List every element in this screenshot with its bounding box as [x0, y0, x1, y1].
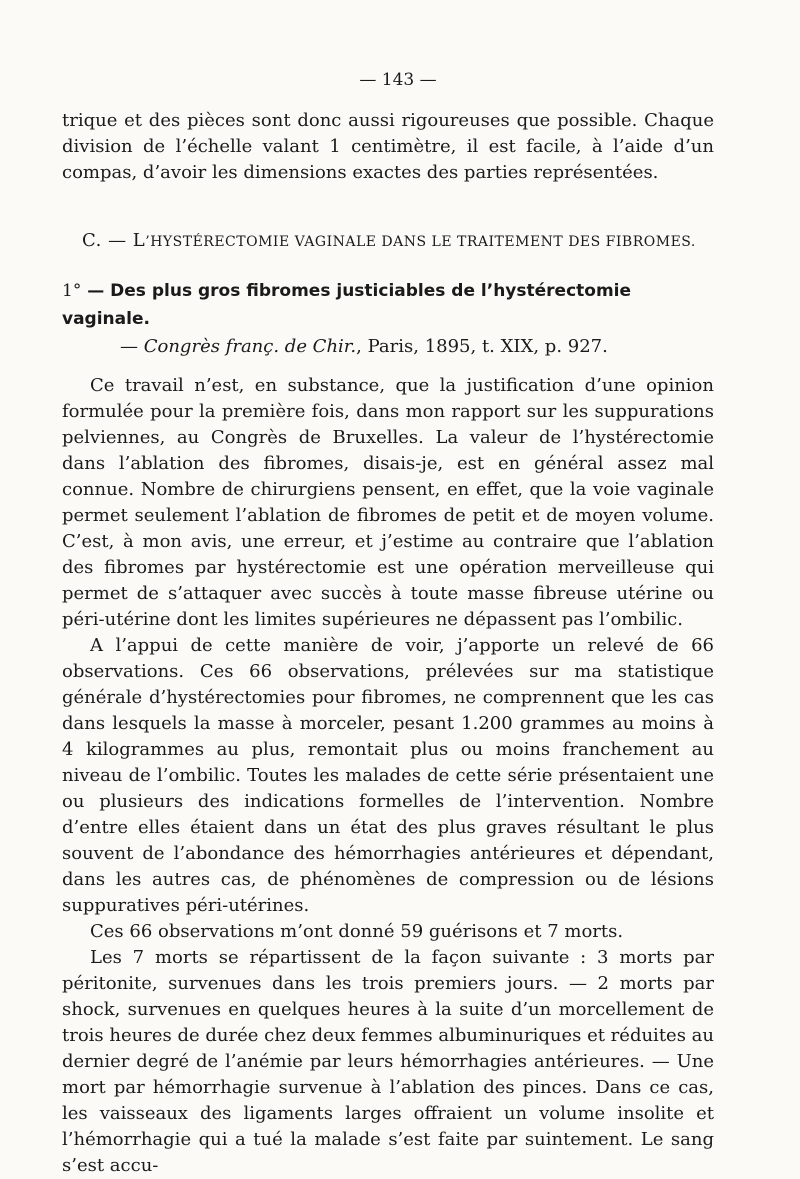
section-title-initial: L — [132, 230, 146, 251]
section-title: ’HYSTÉRECTOMIE VAGINALE DANS LE TRAITEMENT DES FIBROMES. — [145, 234, 696, 250]
section-letter: C. — — [82, 230, 133, 251]
subsection-heading — [62, 277, 714, 333]
section-heading — [62, 228, 714, 255]
citation-journal: Congrès franç. de Chir. — [143, 336, 357, 357]
citation-dash: — — [120, 336, 144, 357]
opening-paragraph: trique et des pièces sont donc aussi rigoureuses que possible. Chaque division de l’échelle valant 1 centimètre, il est facile, à l’aide d’un compas, d’avoir les dimensions exactes des parties représentées. — [62, 110, 714, 183]
page-number: — 143 — — [359, 70, 437, 90]
citation — [62, 333, 714, 361]
body-paragraph: Les 7 morts se répartissent de la façon suivante : 3 morts par péritonite, survenues dans les trois premiers jours. — 2 morts par shock, survenues en quelques heures à la suite d’un morcellement de trois heures de durée chez deux femmes albuminuriques et réduites au dernier degré de l’anémie par leurs hémorrhagies antérieures. — Une mort par hémorrhagie survenue à l’ablation des pinces. Dans ce cas, les vaisseaux des ligaments larges offraient un volume insolite et l’hémorrhagie qui a tué la malade s’est faite par suintement. Le sang s’est accu- — [62, 947, 714, 1176]
subsection-title: — Des plus gros fibromes justiciables de l’hystérectomie vaginale. — [62, 281, 632, 329]
subsection-number: 1° — [62, 281, 82, 301]
body-paragraph: Ce travail n’est, en substance, que la justification d’une opinion formulée pour la première fois, dans mon rapport sur les suppurations pelviennes, au Congrès de Bruxelles. La valeur de l’hystérectomie dans l’ablation des fibromes, disais-je, est en général assez mal connue. Nombre de chirurgiens pensent, en effet, que la voie vaginale permet seulement l’ablation de fibromes de petit et de moyen volume. C’est, à mon avis, une erreur, et j’estime au contraire que l’ablation des fibromes par hystérectomie est une opération merveilleuse qui permet de s’attaquer avec succès à toute masse fibreuse utérine ou péri-utérine dont les limites supérieures ne dépassent pas l’ombilic. — [62, 375, 714, 630]
body-paragraph: A l’appui de cette manière de voir, j’apporte un relevé de 66 observations. Ces 66 observations, prélevées sur ma statistique générale d’hystérectomies pour fibromes, ne comprennent que les cas dans lesquels la masse à morceler, pesant 1.200 grammes au moins à 4 kilogrammes au plus, remontait plus ou moins franchement au niveau de l’ombilic. Toutes les malades de cette série présentaient une ou plusieurs des indications formelles de l’intervention. Nombre d’entre elles étaient dans un état des plus graves résultant le plus souvent de l’abondance des hémorrhagies antérieures et dépendant, dans les autres cas, de phénomènes de compression ou de lésions suppuratives péri-utérines. — [62, 635, 714, 916]
citation-details: , Paris, 1895, t. XIX, p. 927. — [356, 336, 608, 357]
body-paragraph: Ces 66 observations m’ont donné 59 guérisons et 7 morts. — [90, 921, 624, 942]
